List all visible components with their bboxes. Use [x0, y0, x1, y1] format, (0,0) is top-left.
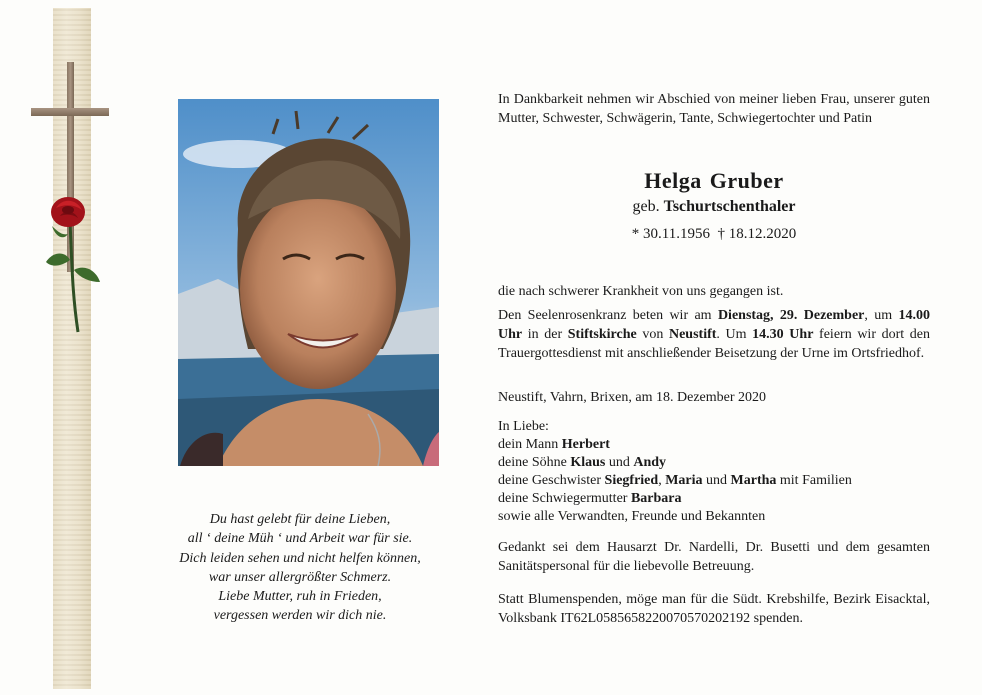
text-segment: , [658, 473, 666, 488]
place-date: Neustift, Vahrn, Brixen, am 18. Dezember 2020 [498, 390, 767, 405]
poem-line: all ‘ deine Müh ‘ und Arbeit war für sie. [187, 531, 413, 547]
text-segment: dein Mann [498, 437, 562, 452]
text-segment: von [636, 327, 669, 342]
life-dates [498, 226, 930, 243]
first-name: Helga [644, 168, 702, 193]
maiden-name: Tschurtschenthaler [663, 198, 796, 215]
text-segment: Den Seelenrosenkranz beten wir am [498, 308, 718, 323]
mourner-line [498, 490, 930, 508]
cross-bar [31, 108, 109, 116]
poem [150, 510, 450, 626]
mourner-line [498, 436, 930, 454]
text-segment: deine Geschwister [498, 473, 605, 488]
birth-symbol: * [631, 226, 640, 242]
church-name: Stiftskirche [567, 327, 637, 342]
poem-line: war unser allergrößter Schmerz. [208, 569, 392, 585]
mourner-name: Herbert [561, 437, 610, 452]
poem-line: Liebe Mutter, ruh in Frieden, [218, 589, 382, 605]
mourner-line [498, 454, 930, 472]
mourner-line [498, 472, 930, 490]
text-segment: mit Familien [776, 473, 852, 488]
text-segment: deine Söhne [498, 455, 571, 470]
last-name: Gruber [709, 168, 784, 193]
poem-line: Du hast gelebt für deine Lieben, [209, 512, 391, 527]
mourner-line: sowie alle Verwandten, Freunde und Bekannten [498, 509, 766, 524]
birth-prefix: geb. [632, 198, 660, 215]
thanks-text: Gedankt sei dem Hausarzt Dr. Nardelli, Dr. Busetti und dem gesamten Sanitätspersonal für die liebevolle Betreuung. [498, 540, 930, 574]
text-segment: und [605, 455, 634, 470]
birth-date: 30.11.1956 [643, 226, 710, 242]
church-place: Neustift [668, 327, 717, 342]
intro-text: In Dankbarkeit nehmen wir Abschied von meiner lieben Frau, unserer guten Mutter, Schwester, Schwägerin, Tante, Schwiegertochter und Patin [498, 92, 930, 126]
poem-line: vergessen werden wir dich nie. [213, 608, 387, 624]
poem-line: Dich leiden sehen und nicht helfen können, [179, 550, 421, 566]
rosary-time: 14.00 Uhr [498, 308, 931, 342]
mourner-name: Barbara [630, 491, 682, 506]
mourner-name: Martha [730, 473, 777, 488]
rose-icon [34, 192, 106, 337]
mourners-list [498, 418, 930, 526]
mourner-name: Andy [633, 455, 667, 470]
death-date: 18.12.2020 [728, 226, 797, 242]
mourner-name: Maria [665, 473, 703, 488]
mourner-name: Siegfried [604, 473, 659, 488]
text-segment: , um [864, 308, 899, 323]
passing-text: die nach schwerer Krankheit von uns gegangen ist. [498, 284, 784, 299]
portrait-photo [178, 99, 439, 466]
text-segment: feiern wir dort den Trauergottesdienst mit anschließender Beisetzung der Urne im Ortsfriedhof. [498, 327, 930, 361]
death-symbol: † [717, 226, 725, 242]
text-segment: in der [522, 327, 568, 342]
mourner-name: Klaus [570, 455, 606, 470]
text-segment: deine Schwiegermutter [498, 491, 631, 506]
mass-time: 14.30 Uhr [752, 327, 814, 342]
donation-text: Statt Blumenspenden, möge man für die Südt. Krebshilfe, Bezirk Eisacktal, Volksbank IT62L0585658220070570202192 spenden. [498, 592, 930, 626]
text-segment: und [702, 473, 731, 488]
mourners-heading: In Liebe: [498, 419, 549, 434]
rosary-day: Dienstag, 29. Dezember [717, 308, 865, 323]
text-segment: . Um [716, 327, 753, 342]
deceased-name [498, 168, 930, 194]
birth-name [498, 198, 930, 216]
rosary-announcement [498, 306, 930, 363]
